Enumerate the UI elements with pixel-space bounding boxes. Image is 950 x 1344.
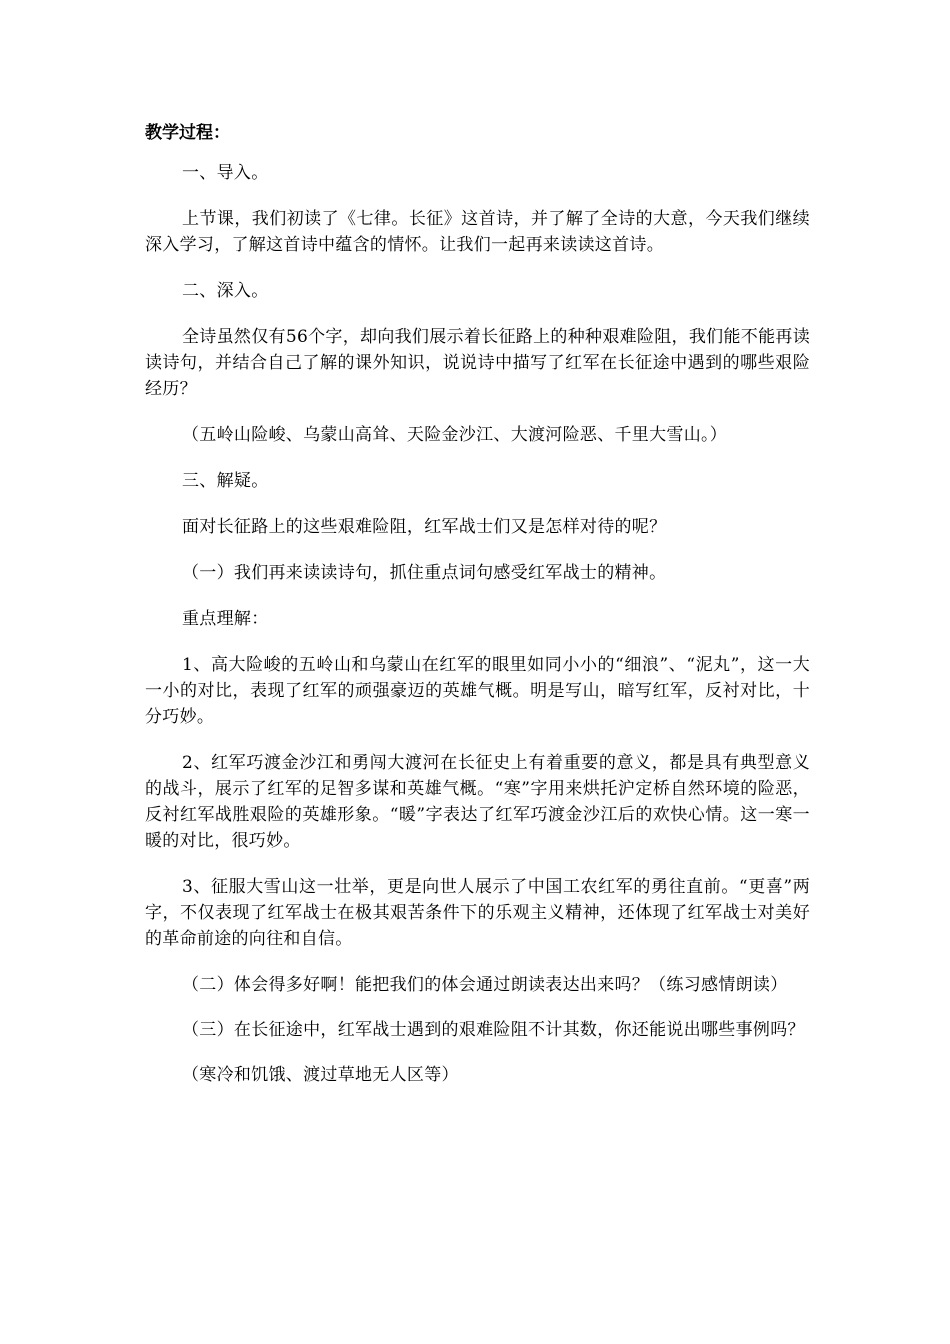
heading-deepen: 二、深入。 [182,281,269,301]
paragraph-intro-text: 上节课，我们初读了《七律。长征》这首诗，并了解了全诗的大意，今天我们继续深入学习，了解这首诗中蕴含的情怀。让我们一起再来读读这首诗。 [145,209,810,255]
paragraph-key-points-label: 重点理解： [182,609,269,629]
paragraph-step-three-answer: （寒冷和饥饿、渡过草地无人区等） [182,1065,459,1085]
document-body [145,120,810,1108]
paragraph-step-one: （一）我们再来读读诗句，抓住重点词句感受红军战士的精神。 [182,563,667,583]
paragraph-step-two: （二）体会得多好啊！能把我们的体会通过朗读表达出来吗？（练习感情朗读） [182,975,788,995]
paragraph-point-1: 1、高大险峻的五岭山和乌蒙山在红军的眼里如同小小的“细浪”、“泥丸”，这一大一小的对比，表现了红军的顽强豪迈的英雄气概。明是写山，暗写红军，反衬对比，十分巧妙。 [145,655,810,727]
heading-intro: 一、导入。 [182,163,269,183]
paragraph-deepen-question: 全诗虽然仅有56个字，却向我们展示着长征路上的种种艰难险阻，我们能不能再读读诗句，并结合自己了解的课外知识，说说诗中描写了红军在长征途中遇到的哪些艰险经历？ [145,327,810,399]
section-title: 教学过程： [145,123,230,143]
paragraph-resolve-question: 面对长征路上的这些艰难险阻，红军战士们又是怎样对待的呢？ [182,517,667,537]
paragraph-point-3: 3、征服大雪山这一壮举，更是向世人展示了中国工农红军的勇往直前。“更喜”两字，不仅表现了红军战士在极其艰苦条件下的乐观主义精神，还体现了红军战士对美好的革命前途的向往和自信。 [145,877,810,949]
paragraph-deepen-answer: （五岭山险峻、乌蒙山高耸、天险金沙江、大渡河险恶、千里大雪山。） [182,425,728,445]
paragraph-step-three: （三）在长征途中，红军战士遇到的艰难险阻不计其数，你还能说出哪些事例吗？ [182,1020,805,1040]
heading-resolve: 三、解疑。 [182,471,269,491]
paragraph-point-2: 2、红军巧渡金沙江和勇闯大渡河在长征史上有着重要的意义，都是具有典型意义的战斗，展示了红军的足智多谋和英雄气概。“寒”字用来烘托沪定桥自然环境的险恶，反衬红军战胜艰险的英雄形象。“暖”字表达了红军巧渡金沙江后的欢快心情。这一寒一暖的对比，很巧妙。 [145,753,810,851]
